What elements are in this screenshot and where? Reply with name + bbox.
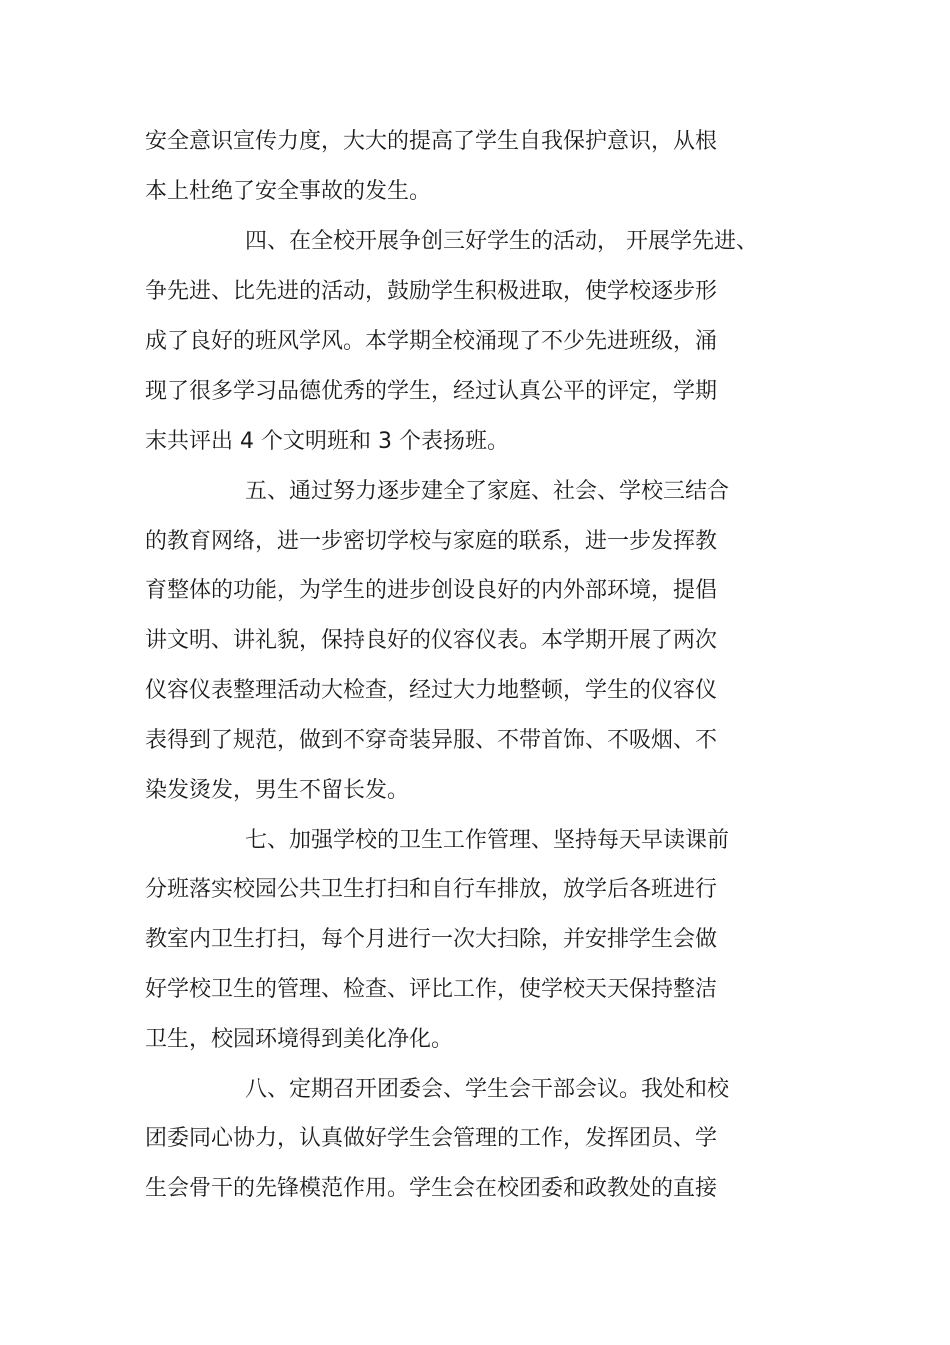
paragraph-heading-7: 七、加强学校的卫生工作管理、坚持每天早读课前 [245, 828, 730, 853]
text-line: 仪容仪表整理活动大检查，经过大力地整顿，学生的仪容仪 [145, 678, 718, 703]
paragraph-heading-5: 五、通过努力逐步建全了家庭、社会、学校三结合 [245, 479, 730, 504]
text-line: 安全意识宣传力度，大大的提高了学生自我保护意识，从根 [145, 129, 718, 154]
text-line: 表得到了规范，做到不穿奇装异服、不带首饰、不吸烟、不 [145, 728, 718, 753]
text-line: 成了良好的班风学风。本学期全校涌现了不少先进班级，涌 [145, 329, 718, 354]
text-line: 卫生，校园环境得到美化净化。 [145, 1027, 454, 1052]
text-line: 争先进、比先进的活动，鼓励学生积极进取，使学校逐步形 [145, 279, 718, 304]
text-line: 的教育网络，进一步密切学校与家庭的联系，进一步发挥教 [145, 529, 718, 554]
text-line: 教室内卫生打扫，每个月进行一次大扫除，并安排学生会做 [145, 927, 718, 952]
text-line: 团委同心协力，认真做好学生会管理的工作，发挥团员、学 [145, 1126, 718, 1151]
paragraph-heading-8: 八、定期召开团委会、学生会干部会议。我处和校 [245, 1077, 730, 1102]
text-line: 育整体的功能，为学生的进步创设良好的内外部环境，提倡 [145, 578, 718, 603]
text-line: 好学校卫生的管理、检查、评比工作，使学校天天保持整洁 [145, 977, 718, 1002]
text-line: 染发烫发，男生不留长发。 [145, 778, 410, 803]
text-line: 现了很多学习品德优秀的学生，经过认真公平的评定，学期 [145, 379, 718, 404]
text-line: 本上杜绝了安全事故的发生。 [145, 179, 432, 204]
text-line: 生会骨干的先锋模范作用。学生会在校团委和政教处的直接 [145, 1176, 718, 1201]
text-line: 讲文明、讲礼貌，保持良好的仪容仪表。本学期开展了两次 [145, 628, 718, 653]
paragraph-heading-4: 四、在全校开展争创三好学生的活动， 开展学先进、 [245, 229, 758, 254]
text-line: 末共评出 4 个文明班和 3 个表扬班。 [145, 429, 509, 454]
text-line: 分班落实校园公共卫生打扫和自行车排放，放学后各班进行 [145, 877, 718, 902]
